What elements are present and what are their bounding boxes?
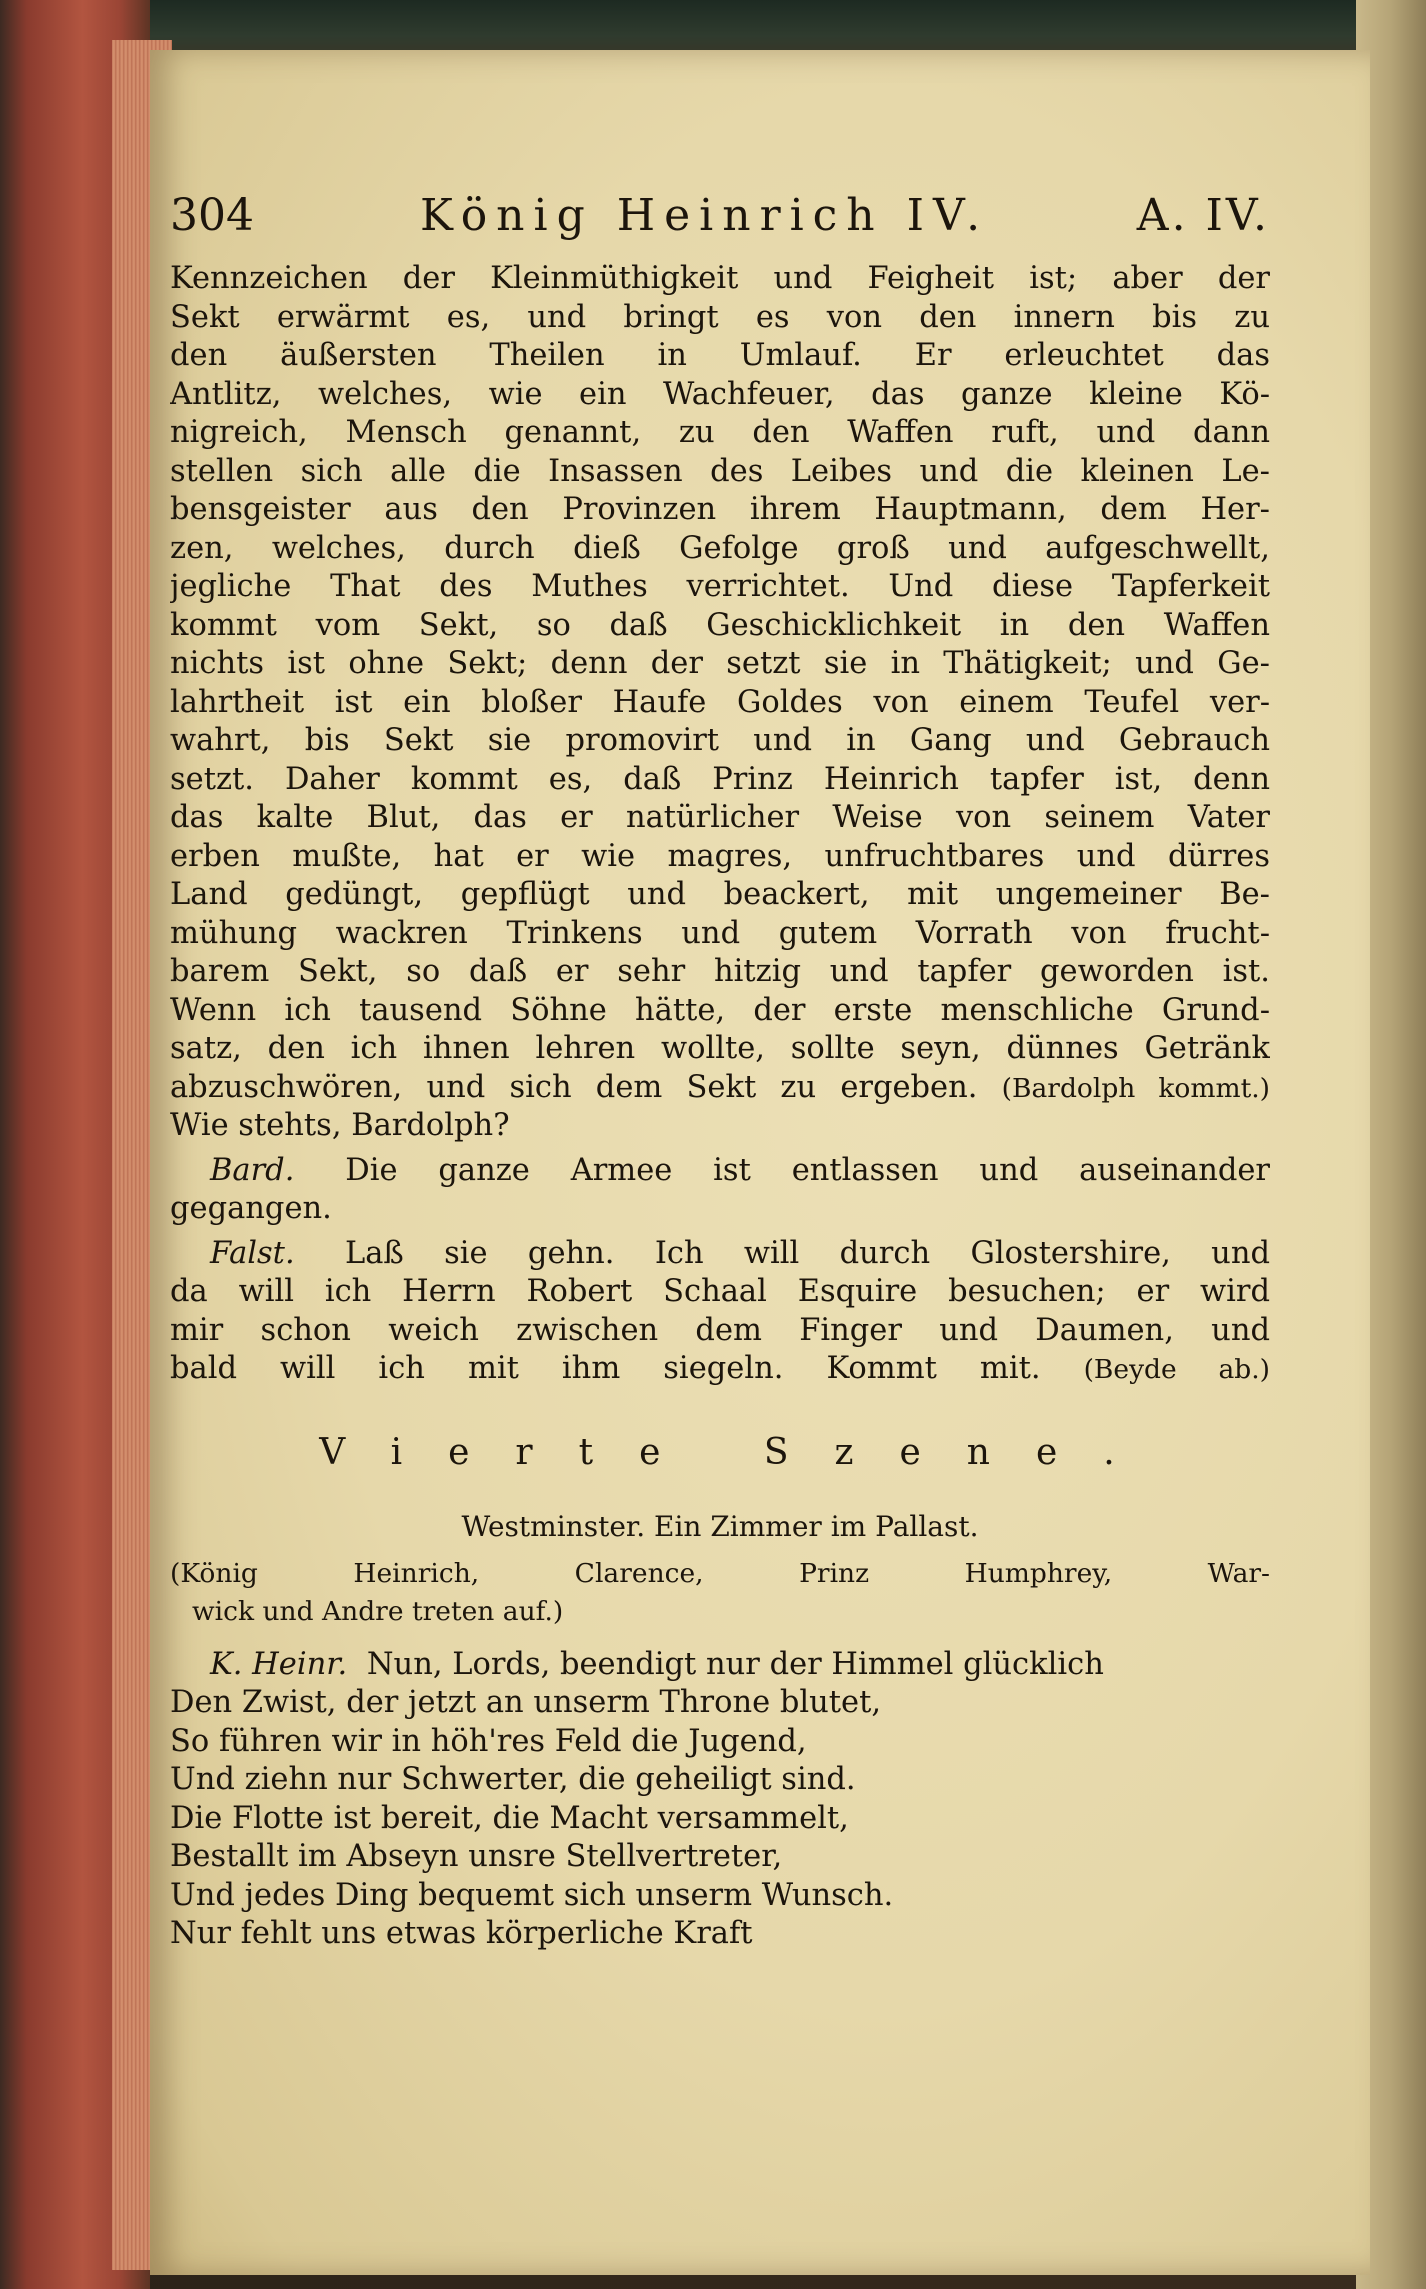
text-line: stellen sich alle die Insassen des Leibes und die kleinen Le- <box>170 453 1270 489</box>
verse-text: Nun, Lords, beendigt nur der Himmel glücklich <box>366 1646 1104 1682</box>
stage-direction: (Bardolph kommt.) <box>1001 1072 1270 1104</box>
running-title: König Heinrich IV. <box>420 190 990 241</box>
verse-line: So führen wir in höh'res Feld die Jugend, <box>170 1723 807 1759</box>
speech-line <box>170 1152 1270 1191</box>
scene-setting: Westminster. Ein Zimmer im Pallast. <box>461 1509 979 1543</box>
text-line: jegliche That des Muthes verrichtet. Und diese Tapferkeit <box>170 569 1270 604</box>
verse-line: Und ziehn nur Schwerter, die geheiligt sind. <box>170 1762 856 1797</box>
scene-heading: Vierte Szene. <box>319 1431 1161 1473</box>
stage-direction: (Beyde ab.) <box>1083 1354 1270 1385</box>
verse-line: Bestallt im Abseyn unsre Stellvertreter, <box>170 1839 783 1874</box>
speech-line: mir schon weich zwischen dem Finger und Daumen, und <box>170 1312 1270 1348</box>
page-text <box>170 190 1270 1954</box>
text-line: nigreich, Mensch genannt, zu den Waffen ruft, und dann <box>170 415 1270 450</box>
speech-bardolph <box>170 1152 1270 1229</box>
speaker-name: K. Heinr. <box>210 1646 348 1682</box>
text-line: kommt vom Sekt, so daß Geschicklichkeit in den Waffen <box>170 607 1270 643</box>
text-line: lahrtheit ist ein bloßer Haufe Goldes von einem Teufel ver- <box>170 684 1270 720</box>
entrance-direction <box>170 1555 1270 1632</box>
speech-line: da will ich Herrn Robert Schaal Esquire besuchen; er wird <box>170 1274 1270 1309</box>
speech-king-henry <box>170 1646 1270 1954</box>
page-number: 304 <box>170 190 254 241</box>
text-line: zen, welches, durch dieß Gefolge groß und aufgeschwellt, <box>170 530 1270 566</box>
speech-line <box>170 1235 1270 1274</box>
running-head <box>170 190 1270 260</box>
verse-line: Den Zwist, der jetzt an unserm Throne blutet, <box>170 1685 882 1720</box>
speech-text: Laß sie gehn. Ich will durch Glostershire, und <box>344 1235 1270 1271</box>
text-line: Antlitz, welches, wie ein Wachfeuer, das ganze kleine Kö- <box>170 376 1270 412</box>
speech-text: Die ganze Armee ist entlassen und auseinander <box>345 1152 1270 1188</box>
speech-text: bald will ich mit ihm siegeln. Kommt mit. <box>170 1351 1041 1386</box>
verse-line: Die Flotte ist bereit, die Macht versammelt, <box>170 1800 849 1836</box>
text-line <box>170 1069 1270 1108</box>
text-segment: abzuschwören, und sich dem Sekt zu ergeben. <box>170 1069 978 1105</box>
text-line: den äußersten Theilen in Umlauf. Er erleuchtet das <box>170 338 1270 373</box>
speech-line: gegangen. <box>170 1191 332 1226</box>
text-line: erben mußte, hat er wie magres, unfruchtbares und dürres <box>170 838 1270 874</box>
speech-falstaff <box>170 1235 1270 1389</box>
verse-line <box>170 1646 1270 1685</box>
act-number: A. IV. <box>1136 190 1270 241</box>
text-line: Kennzeichen der Kleinmüthigkeit und Feigheit ist; aber der <box>170 261 1270 296</box>
verse-line: Und jedes Ding bequemt sich unserm Wunsch. <box>170 1877 894 1913</box>
text-line: das kalte Blut, das er natürlicher Weise von seinem Vater <box>170 800 1270 835</box>
text-line: Sekt erwärmt es, und bringt es von den innern bis zu <box>170 299 1270 335</box>
stage-direction-line: (König Heinrich, Clarence, Prinz Humphrey, War- <box>170 1557 1270 1589</box>
speaker-name: Falst. <box>210 1235 295 1271</box>
text-line: Wie stehts, Bardolph? <box>170 1108 510 1143</box>
text-line: nichts ist ohne Sekt; denn der setzt sie in Thätigkeit; und Ge- <box>170 646 1270 681</box>
text-line: satz, den ich ihnen lehren wollte, sollte seyn, dünnes Getränk <box>170 1031 1270 1066</box>
text-line: mühung wackren Trinkens und gutem Vorrath von frucht- <box>170 915 1270 951</box>
text-line: setzt. Daher kommt es, daß Prinz Heinrich tapfer ist, denn <box>170 761 1270 797</box>
verse-line: Nur fehlt uns etwas körperliche Kraft <box>170 1916 753 1951</box>
stage-direction-line: wick und Andre treten auf.) <box>192 1596 564 1627</box>
text-line: barem Sekt, so daß er sehr hitzig und tapfer geworden ist. <box>170 954 1270 989</box>
text-line: Land gedüngt, gepflügt und beackert, mit ungemeiner Be- <box>170 877 1270 912</box>
speech-line <box>170 1350 1270 1389</box>
text-line: Wenn ich tausend Söhne hätte, der erste menschliche Grund- <box>170 992 1270 1028</box>
text-line: bensgeister aus den Provinzen ihrem Hauptmann, dem Her- <box>170 492 1270 527</box>
text-line: wahrt, bis Sekt sie promovirt und in Gang und Gebrauch <box>170 723 1270 758</box>
prose-paragraph <box>170 260 1270 1146</box>
speaker-name: Bard. <box>210 1152 295 1188</box>
